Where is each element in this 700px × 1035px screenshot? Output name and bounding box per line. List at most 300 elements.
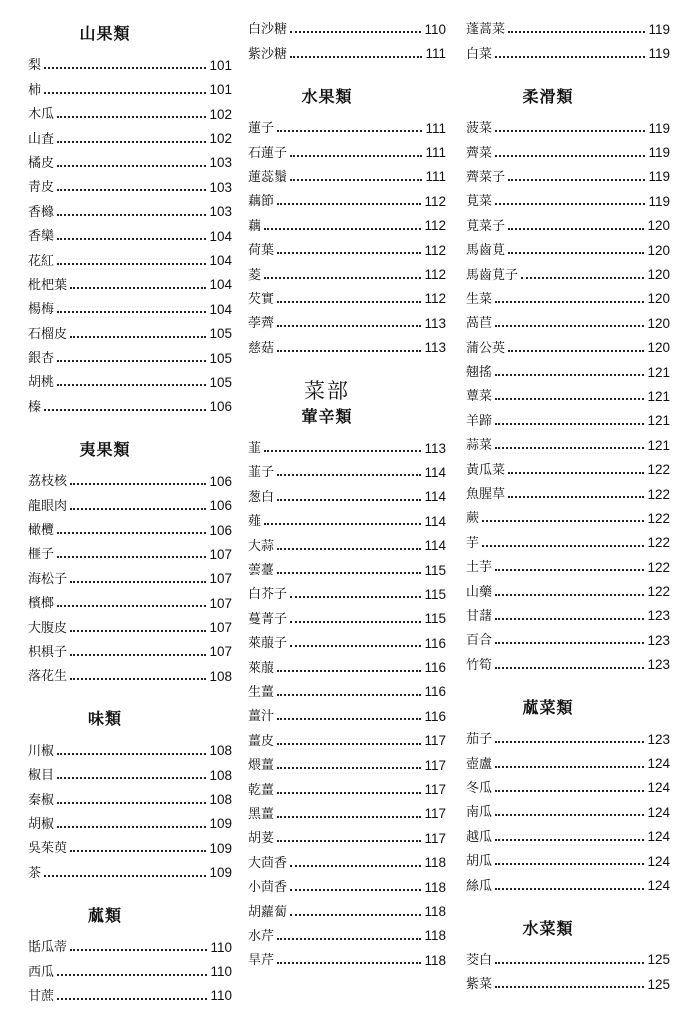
dot-leader	[57, 116, 206, 118]
index-entry	[466, 405, 670, 429]
entry-page-number: 117	[424, 806, 446, 822]
entry-page-number: 118	[424, 928, 446, 944]
entry-page-number: 109	[209, 840, 232, 856]
index-entry	[466, 479, 670, 503]
entry-term: 大茴香	[248, 855, 288, 871]
section-heading: 蓏類	[87, 905, 122, 925]
entry-term: 蕈菜	[466, 389, 493, 405]
entry-page-number: 121	[647, 413, 670, 429]
entry-term: 落花生	[28, 669, 68, 685]
entry-page-number: 106	[209, 473, 232, 489]
index-entry	[466, 186, 670, 210]
entry-list	[466, 113, 670, 674]
index-entry	[28, 588, 232, 612]
dot-leader	[495, 374, 644, 376]
dot-leader	[495, 667, 644, 669]
entry-page-number: 107	[209, 595, 232, 611]
index-entry	[248, 433, 446, 457]
index-entry	[28, 391, 232, 415]
index-entry	[28, 221, 232, 245]
entry-page-number: 109	[209, 865, 232, 881]
dot-leader	[57, 974, 207, 976]
dot-leader	[277, 252, 421, 254]
index-entry	[248, 896, 446, 920]
entry-term: 萊菔	[248, 660, 275, 676]
dot-leader	[57, 998, 207, 1000]
entry-term: 魚腥草	[466, 487, 506, 503]
index-entry	[248, 799, 446, 823]
dot-leader	[495, 888, 644, 890]
entry-term: 黑薑	[248, 806, 275, 822]
section-heading: 夷果類	[79, 439, 131, 459]
entry-term: 橄欖	[28, 523, 55, 539]
section-heading: 水菜類	[522, 918, 574, 938]
entry-term: 梨	[28, 58, 42, 74]
index-entry	[28, 784, 232, 808]
index-entry	[248, 481, 446, 505]
entry-page-number: 110	[210, 939, 232, 955]
entry-term: 山査	[28, 131, 55, 147]
entry-page-number: 103	[209, 204, 232, 220]
dot-leader	[495, 594, 644, 596]
entry-term: 蓮子	[248, 121, 275, 137]
entry-page-number: 124	[647, 878, 670, 893]
dot-leader	[495, 814, 644, 816]
entry-term: 蓮蕊鬚	[248, 169, 288, 185]
entry-term: 茶	[28, 865, 42, 881]
entry-page-number: 105	[209, 350, 232, 366]
entry-page-number: 122	[647, 559, 670, 575]
dot-leader	[277, 474, 421, 476]
entry-term: 馬齒莧	[466, 243, 506, 259]
index-entry	[28, 956, 232, 980]
index-entry	[466, 113, 670, 137]
dot-leader	[508, 228, 644, 230]
dot-leader	[44, 92, 206, 94]
section-heading: 水果類	[301, 86, 353, 106]
entry-page-number: 121	[647, 437, 670, 453]
index-entry	[466, 454, 670, 478]
dot-leader	[495, 325, 644, 327]
dot-leader	[70, 336, 206, 338]
entry-page-number: 118	[424, 904, 446, 919]
dot-leader	[70, 630, 206, 632]
index-entry	[248, 677, 446, 701]
dot-leader	[70, 654, 206, 656]
entry-term: 大蒜	[248, 538, 275, 554]
index-entry	[248, 628, 446, 652]
index-entry	[248, 847, 446, 871]
entry-page-number: 118	[424, 879, 446, 895]
entry-term: 荷葉	[248, 243, 275, 259]
index-entry	[466, 357, 670, 381]
dot-leader	[495, 447, 644, 449]
dot-leader	[495, 423, 644, 425]
entry-term: 韮	[248, 441, 262, 457]
entry-page-number: 115	[424, 586, 446, 602]
entry-page-number: 120	[647, 291, 670, 307]
entry-page-number: 108	[209, 668, 232, 684]
index-entry	[466, 235, 670, 259]
entry-term: 蔓菁子	[248, 611, 288, 627]
entry-page-number: 123	[647, 608, 670, 624]
dot-leader	[277, 816, 421, 818]
dot-leader	[508, 350, 644, 352]
index-entry	[28, 343, 232, 367]
index-entry	[248, 186, 446, 210]
entry-term: 白沙糖	[248, 22, 288, 38]
entry-term: 生菜	[466, 291, 493, 307]
entry-page-number: 119	[648, 145, 670, 161]
dot-leader	[70, 949, 207, 951]
entry-page-number: 111	[425, 46, 446, 62]
dot-leader	[495, 203, 645, 205]
dot-leader	[70, 483, 206, 485]
dot-leader	[495, 839, 644, 841]
entry-term: 川椒	[28, 743, 55, 759]
dot-leader	[70, 678, 206, 680]
entry-page-number: 123	[647, 657, 670, 673]
index-entry	[28, 833, 232, 857]
index-column-3	[466, 14, 670, 993]
entry-term: 檳榔	[28, 596, 55, 612]
dot-leader	[264, 450, 421, 452]
index-entry	[28, 50, 232, 74]
entry-page-number: 122	[647, 535, 670, 551]
entry-list	[248, 433, 446, 970]
entry-page-number: 101	[209, 57, 232, 73]
entry-page-number: 118	[424, 952, 446, 968]
dot-leader	[290, 155, 422, 157]
entry-page-number: 116	[424, 708, 446, 724]
entry-page-number: 105	[209, 326, 232, 342]
entry-page-number: 122	[647, 510, 670, 526]
entry-term: 胡椒	[28, 816, 55, 832]
index-entry	[28, 172, 232, 196]
entry-page-number: 112	[424, 291, 446, 307]
entry-page-number: 121	[647, 388, 670, 404]
dot-leader	[495, 741, 644, 743]
index-entry	[28, 367, 232, 391]
entry-term: 竹筍	[466, 657, 493, 673]
entry-term: 莧菜子	[466, 218, 506, 234]
dot-leader	[495, 56, 645, 58]
entry-term: 枳椇子	[28, 644, 68, 660]
entry-term: 胡瓜	[466, 854, 493, 870]
index-entry	[466, 724, 670, 748]
index-entry	[466, 797, 670, 821]
index-entry	[28, 809, 232, 833]
entry-page-number: 120	[647, 218, 670, 234]
index-entry	[248, 872, 446, 896]
entry-term: 木瓜	[28, 107, 55, 123]
dot-leader	[277, 840, 421, 842]
index-entry	[28, 270, 232, 294]
entry-term: 蓬蒿菜	[466, 22, 506, 38]
entry-term: 越瓜	[466, 829, 493, 845]
entry-term: 荔枝核	[28, 474, 68, 490]
entry-list	[248, 113, 446, 357]
dot-leader	[70, 508, 206, 510]
index-entry	[466, 210, 670, 234]
dot-leader	[264, 228, 421, 230]
index-entry	[248, 235, 446, 259]
entry-term: 楊梅	[28, 302, 55, 318]
dot-leader	[495, 155, 645, 157]
entry-page-number: 110	[210, 988, 232, 1004]
entry-term: 紫菜	[466, 977, 493, 993]
entry-page-number: 115	[424, 611, 446, 627]
index-entry	[28, 123, 232, 147]
index-entry	[466, 846, 670, 870]
index-entry	[28, 981, 232, 1005]
index-entry	[466, 259, 670, 283]
dot-leader	[290, 31, 421, 33]
entry-term: 芋	[466, 535, 480, 551]
dot-leader	[290, 56, 422, 58]
entry-term: 吳茱萸	[28, 841, 68, 857]
entry-term: 羊蹄	[466, 413, 493, 429]
entry-page-number: 125	[647, 952, 670, 968]
entry-page-number: 107	[209, 644, 232, 660]
entry-term: 生薑	[248, 684, 275, 700]
index-entry	[248, 259, 446, 283]
index-entry	[466, 381, 670, 405]
dot-leader	[57, 141, 206, 143]
dot-leader	[264, 277, 421, 279]
entry-term: 銀杏	[28, 351, 55, 367]
entry-term: 橘皮	[28, 155, 55, 171]
dot-leader	[277, 938, 421, 940]
dot-leader	[277, 203, 421, 205]
entry-page-number: 118	[424, 855, 446, 871]
entry-page-number: 115	[424, 562, 446, 578]
index-entry	[466, 430, 670, 454]
index-entry	[28, 490, 232, 514]
index-entry	[28, 318, 232, 342]
entry-page-number: 122	[647, 462, 670, 478]
index-entry	[248, 210, 446, 234]
entry-term: 薑皮	[248, 733, 275, 749]
index-entry	[466, 601, 670, 625]
dot-leader	[495, 863, 644, 865]
dot-leader	[44, 67, 206, 69]
index-entry	[28, 539, 232, 563]
entry-page-number: 104	[209, 228, 232, 244]
entry-term: 莧菜	[466, 194, 493, 210]
dot-leader	[264, 523, 421, 525]
entry-page-number: 124	[647, 853, 670, 869]
index-entry	[248, 652, 446, 676]
entry-term: 慈菇	[248, 340, 275, 356]
dot-leader	[277, 548, 421, 550]
index-entry	[466, 332, 670, 356]
entry-page-number: 105	[209, 374, 232, 390]
dot-leader	[495, 790, 644, 792]
entry-page-number: 110	[424, 21, 446, 37]
entry-list	[28, 50, 232, 416]
dot-leader	[495, 301, 644, 303]
dot-leader	[57, 311, 206, 313]
index-entry	[466, 870, 670, 894]
entry-page-number: 116	[424, 684, 446, 700]
dot-leader	[495, 569, 644, 571]
entry-term: 壺盧	[466, 756, 493, 772]
dot-leader	[277, 350, 421, 352]
dot-leader	[277, 499, 421, 501]
dot-leader	[277, 743, 421, 745]
entry-page-number: 104	[209, 277, 232, 293]
entry-page-number: 108	[209, 743, 232, 759]
entry-term: 藕	[248, 218, 262, 234]
index-entry	[466, 552, 670, 576]
index-entry	[248, 113, 446, 137]
index-entry	[466, 748, 670, 772]
entry-term: 胡蘿蔔	[248, 904, 288, 920]
index-entry	[28, 148, 232, 172]
dot-leader	[508, 496, 644, 498]
entry-list	[28, 932, 232, 1005]
dot-leader	[290, 179, 422, 181]
dot-leader	[44, 875, 206, 877]
entry-term: 胡桃	[28, 375, 55, 391]
section-heading: 山果類	[79, 24, 131, 43]
entry-list	[466, 945, 670, 994]
entry-term: 山藥	[466, 584, 493, 600]
dot-leader	[290, 621, 421, 623]
dot-leader	[57, 263, 206, 265]
index-entry	[28, 294, 232, 318]
dot-leader	[57, 214, 206, 216]
entry-term: 椒目	[28, 768, 55, 784]
entry-page-number: 111	[425, 120, 446, 136]
index-entry	[28, 515, 232, 539]
dot-leader	[70, 581, 206, 583]
index-entry	[248, 750, 446, 774]
entry-page-number: 120	[647, 267, 670, 283]
index-entry	[28, 563, 232, 587]
entry-page-number: 113	[424, 340, 446, 356]
dot-leader	[495, 766, 644, 768]
entry-page-number: 119	[648, 46, 670, 62]
dot-leader	[44, 409, 206, 411]
entry-term: 芡實	[248, 291, 275, 307]
entry-term: 秦椒	[28, 792, 55, 808]
entry-list	[248, 14, 446, 63]
entry-term: 甘藷	[466, 608, 493, 624]
entry-term: 南瓜	[466, 805, 493, 821]
entry-term: 白菜	[466, 46, 493, 62]
entry-page-number: 123	[647, 731, 670, 747]
dot-leader	[508, 31, 645, 33]
index-entry	[248, 725, 446, 749]
entry-term: 葱白	[248, 489, 275, 505]
entry-term: 萵苣	[466, 316, 493, 332]
entry-term: 榛	[28, 399, 42, 415]
entry-page-number: 112	[424, 242, 446, 258]
dot-leader	[57, 777, 206, 779]
entry-page-number: 117	[424, 830, 446, 846]
entry-term: 薺菜	[466, 145, 493, 161]
dot-leader	[495, 618, 644, 620]
index-entry	[28, 466, 232, 490]
dot-leader	[495, 986, 644, 988]
entry-page-number: 108	[209, 767, 232, 783]
dot-leader	[495, 962, 644, 964]
entry-page-number: 113	[424, 315, 446, 331]
index-entry	[466, 527, 670, 551]
entry-term: 百合	[466, 633, 493, 649]
entry-term: 西瓜	[28, 964, 55, 980]
index-entry	[28, 661, 232, 685]
index-entry	[28, 245, 232, 269]
dot-leader	[57, 189, 206, 191]
entry-page-number: 117	[424, 757, 446, 773]
dot-leader	[290, 645, 421, 647]
entry-page-number: 120	[647, 315, 670, 331]
entry-page-number: 101	[209, 82, 232, 98]
dot-leader	[57, 605, 206, 607]
entry-term: 韮子	[248, 465, 275, 481]
entry-term: 海松子	[28, 571, 68, 587]
index-entry	[248, 162, 446, 186]
entry-term: 翹搖	[466, 365, 493, 381]
entry-term: 紫沙糖	[248, 46, 288, 62]
index-entry	[466, 821, 670, 845]
index-entry	[248, 555, 446, 579]
section-heading: 蓏菜類	[522, 697, 574, 717]
entry-page-number: 112	[424, 193, 446, 209]
index-entry	[248, 530, 446, 554]
index-entry	[466, 945, 670, 969]
index-entry	[28, 637, 232, 661]
entry-page-number: 124	[647, 829, 670, 845]
entry-term: 薑汁	[248, 709, 275, 725]
index-entry	[466, 773, 670, 797]
index-entry	[248, 579, 446, 603]
entry-page-number: 121	[647, 364, 670, 380]
entry-page-number: 106	[209, 522, 232, 538]
entry-list	[28, 466, 232, 686]
entry-page-number: 106	[209, 399, 232, 415]
entry-list	[466, 14, 670, 63]
dot-leader	[57, 826, 206, 828]
entry-page-number: 108	[209, 792, 232, 808]
part-heading: 菜部	[304, 378, 350, 403]
entry-term: 菱	[248, 267, 262, 283]
dot-leader	[277, 718, 421, 720]
dot-leader	[57, 165, 206, 167]
entry-term: 榧子	[28, 547, 55, 563]
entry-term: 大腹皮	[28, 620, 68, 636]
entry-list	[28, 735, 232, 881]
entry-page-number: 124	[647, 756, 670, 772]
entry-page-number: 114	[424, 464, 446, 480]
entry-page-number: 111	[425, 169, 446, 185]
index-entry	[466, 625, 670, 649]
dot-leader	[277, 301, 421, 303]
entry-page-number: 120	[647, 340, 670, 356]
entry-page-number: 102	[209, 131, 232, 147]
entry-page-number: 103	[209, 179, 232, 195]
entry-term: 龍眼肉	[28, 498, 68, 514]
index-entry	[466, 14, 670, 38]
entry-page-number: 125	[647, 976, 670, 992]
entry-page-number: 124	[647, 780, 670, 796]
section-heading: 柔滑類	[522, 86, 574, 106]
index-entry	[466, 649, 670, 673]
index-entry	[248, 701, 446, 725]
